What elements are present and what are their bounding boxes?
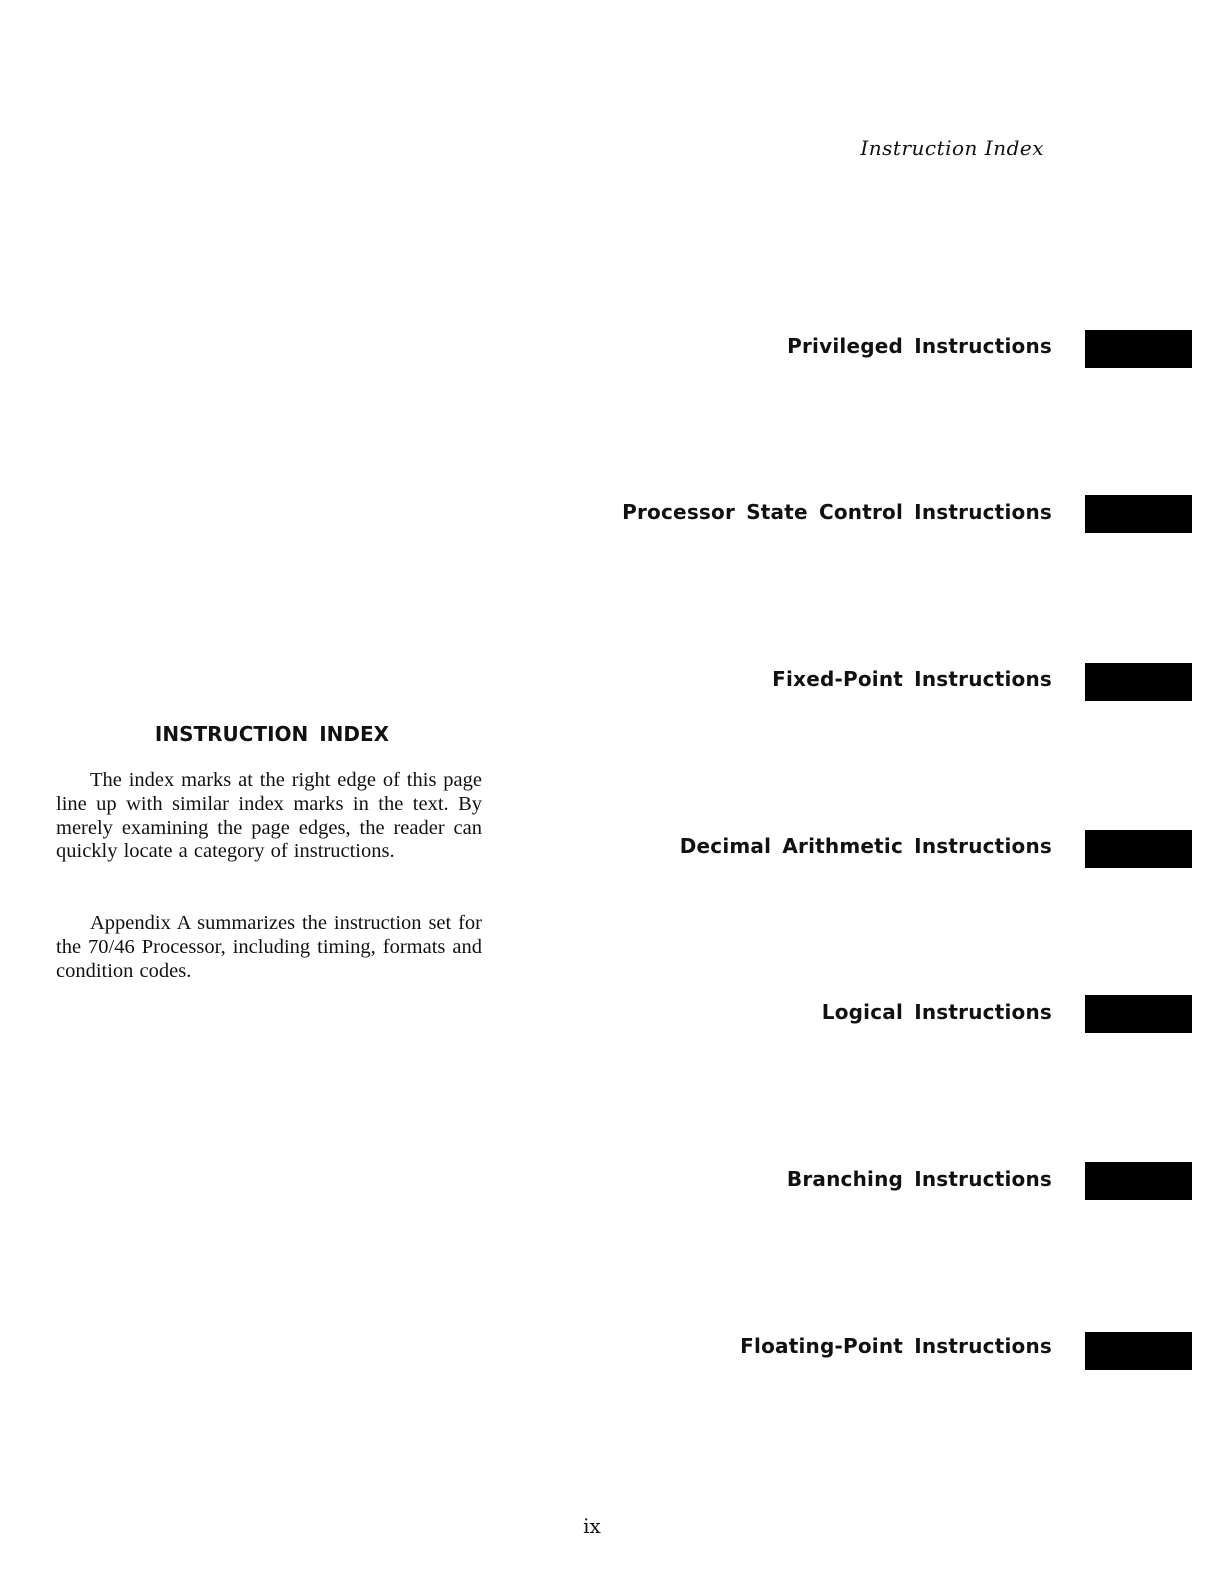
index-mark-fixed-point[interactable] <box>1085 663 1192 701</box>
index-entry-processor-state-control[interactable]: Processor State Control Instructions <box>622 500 1052 524</box>
page-number: ix <box>583 1514 601 1538</box>
index-entry-logical[interactable]: Logical Instructions <box>821 1000 1052 1024</box>
index-mark-floating-point[interactable] <box>1085 1332 1192 1370</box>
appendix-paragraph: Appendix A summarizes the instruction set for the 70/46 Processor, including timing, formats and condition codes. <box>56 912 482 982</box>
index-mark-processor-state-control[interactable] <box>1085 495 1192 533</box>
index-mark-privileged[interactable] <box>1085 330 1192 368</box>
index-entry-privileged[interactable]: Privileged Instructions <box>787 334 1052 358</box>
running-header: Instruction Index <box>860 136 1044 160</box>
index-mark-logical[interactable] <box>1085 995 1192 1033</box>
section-heading: INSTRUCTION INDEX <box>154 722 390 746</box>
index-entry-fixed-point[interactable]: Fixed-Point Instructions <box>772 667 1052 691</box>
index-entry-floating-point[interactable]: Floating-Point Instructions <box>740 1334 1052 1358</box>
index-entry-branching[interactable]: Branching Instructions <box>786 1167 1052 1191</box>
index-entry-decimal-arithmetic[interactable]: Decimal Arithmetic Instructions <box>679 834 1052 858</box>
intro-paragraph: The index marks at the right edge of this page line up with similar index marks in the text. By merely examining the page edges, the reader can quickly locate a category of instructions. <box>56 769 482 863</box>
index-mark-branching[interactable] <box>1085 1162 1192 1200</box>
index-mark-decimal-arithmetic[interactable] <box>1085 830 1192 868</box>
